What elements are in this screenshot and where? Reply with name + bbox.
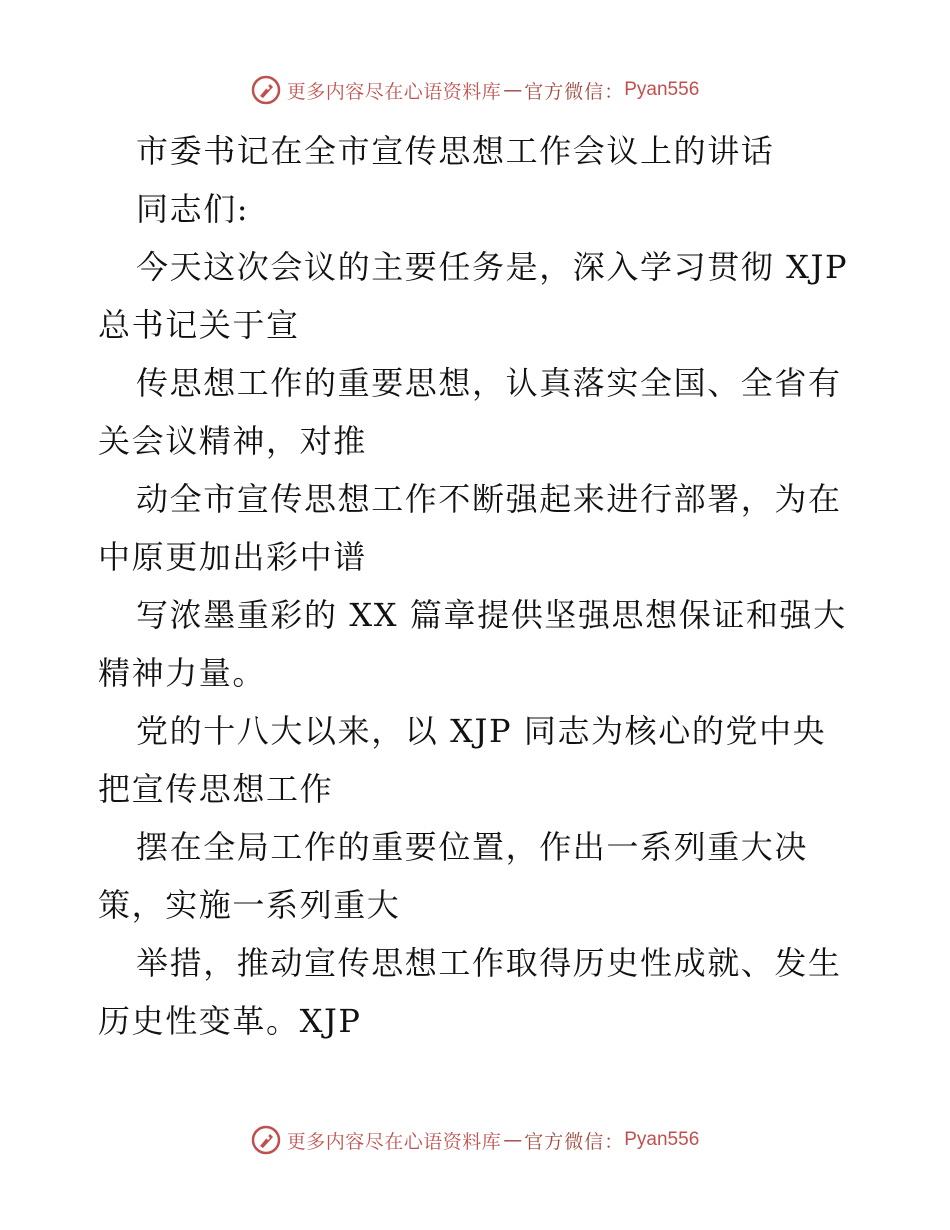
document-title: 市委书记在全市宣传思想工作会议上的讲话 — [136, 132, 775, 170]
pen-nib-logo-icon — [251, 75, 281, 105]
paragraph-line: 党的十八大以来，以 XJP 同志为核心的党中央 — [136, 712, 827, 750]
paragraph-line: 动全市宣传思想工作不断强起来进行部署，为在 — [136, 480, 842, 518]
paragraph-line: 传思想工作的重要思想，认真落实全国、全省有 — [136, 364, 842, 402]
paragraph-line: 写浓墨重彩的 XX 篇章提供坚强思想保证和强大 — [136, 596, 847, 634]
watermark-wechat-label: 官方微信： — [524, 1130, 625, 1153]
watermark-wechat-id: Pyan556 — [624, 1129, 700, 1150]
footer-watermark — [0, 1120, 950, 1160]
paragraph-line: 今天这次会议的主要任务是，深入学习贯彻 XJP — [136, 248, 849, 286]
watermark-separator: — — [503, 79, 523, 101]
paragraph-line: 举措，推动宣传思想工作取得历史性成就、发生 — [136, 944, 842, 982]
watermark-wechat-label: 官方微信： — [524, 80, 625, 103]
paragraph-line: 精神力量。 — [98, 654, 267, 692]
paragraph-line: 中原更加出彩中谱 — [98, 538, 367, 576]
watermark-main-text: 更多内容尽在心语资料库 — [286, 80, 502, 103]
paragraph-line: 策，实施一系列重大 — [98, 886, 401, 924]
document-body — [98, 122, 858, 1050]
paragraph-line: 总书记关于宣 — [98, 306, 300, 344]
watermark-wechat-id: Pyan556 — [624, 79, 700, 100]
watermark-main-text: 更多内容尽在心语资料库 — [286, 1130, 502, 1153]
pen-nib-logo-icon — [251, 1125, 281, 1155]
paragraph-line: 关会议精神，对推 — [98, 422, 367, 460]
header-watermark — [0, 70, 950, 110]
paragraph-line: 历史性变革。XJP — [98, 1002, 362, 1040]
paragraph-line: 同志们: — [136, 190, 250, 228]
paragraph-line: 把宣传思想工作 — [98, 770, 334, 808]
watermark-separator: — — [503, 1129, 523, 1151]
paragraph-line: 摆在全局工作的重要位置，作出一系列重大决 — [136, 828, 809, 866]
